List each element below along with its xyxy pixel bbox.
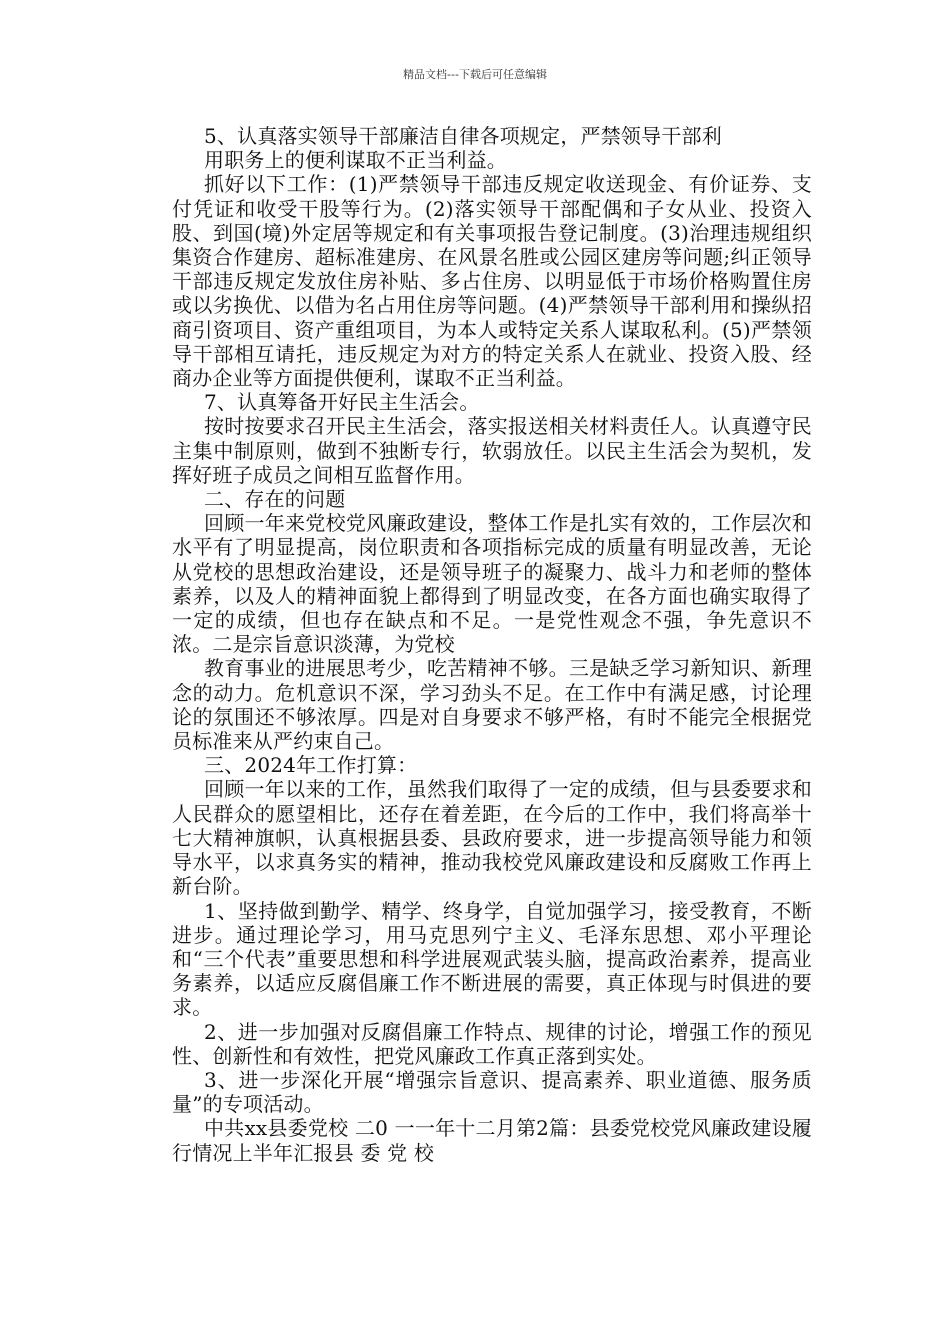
section-heading-plan: 三、2024年工作打算： bbox=[204, 753, 418, 778]
paragraph-plan-item-3: 3、进一步深化开展“增强宗旨意识、提高素养、职业道德、服务质量”的专项活动。 bbox=[172, 1067, 812, 1117]
paragraph-plan-item-1: 1、坚持做到勤学、精学、终身学，自觉加强学习，接受教育，不断进步。通过理论学习，用马克思列宁主义、毛泽东思想、邓小平理论和“三个代表”重要思想和科学进展观武装头脑，提高政治素养，提高业务素养，以适应反腐倡廉工作不断进展的需要，真正体现与时俱进的要求。 bbox=[172, 898, 812, 1020]
paragraph-item-7: 7、认真筹备开好民主生活会。 bbox=[204, 390, 480, 415]
paragraph-work-list: 抓好以下工作：(1)严禁领导干部违反规定收送现金、有价证券、支付凭证和收受干股等行为。(2)落实领导干部配偶和子女从业、投资入股、到国(境)外定居等规定和有关事项报告登记制度。(3)治理违规组织集资合作建房、超标准建房、在风景名胜或公园区建房等问题;纠正领导干部违反规定发放住房补贴、多占住房、以明显低于市场价格购置住房或以劣换优、以借为名占用住房等问题。(4)严禁领导干部利用和操纵招商引资项目、资产重组项目，为本人或特定关系人谋取私利。(5)严禁领导干部相互请托，违反规定为对方的特定关系人在就业、投资入股、经商办企业等方面提供便利，谋取不正当利益。 bbox=[172, 172, 812, 391]
paragraph-democratic-meeting: 按时按要求召开民主生活会，落实报送相关材料责任人。认真遵守民主集中制原则，做到不独断专行，软弱放任。以民主生活会为契机，发挥好班子成员之间相互监督作用。 bbox=[172, 414, 812, 487]
paragraph-signature: 中共xx县委党校 二0 一一年十二月第2篇：县委党校党风廉政建设履行情况上半年汇报县 委 党 校 bbox=[172, 1116, 812, 1165]
paragraph-plan-intro: 回顾一年以来的工作，虽然我们取得了一定的成绩，但与县委要求和人民群众的愿望相比，还存在着差距，在今后的工作中，我们将高举十七大精神旗帜，认真根据县委、县政府要求，进一步提高领导能力和领导水平，以求真务实的精神，推动我校党风廉政建设和反腐败工作再上新台阶。 bbox=[172, 777, 812, 899]
paragraph-review-continued: 教育事业的进展思考少，吃苦精神不够。三是缺乏学习新知识、新理念的动力。危机意识不深，学习劲头不足。在工作中有满足感，讨论理论的氛围还不够浓厚。四是对自身要求不够严格，有时不能完全根据党员标准来从严约束自己。 bbox=[172, 656, 812, 754]
paragraph-review: 回顾一年来党校党风廉政建设，整体工作是扎实有效的，工作层次和水平有了明显提高，岗位职责和各项指标完成的质量有明显改善，无论从党校的思想政治建设，还是领导班子的凝聚力、战斗力和老师的整体素养，以及人的精神面貌上都得到了明显改变，在各方面也确实取得了一定的成绩，但也存在缺点和不足。一是党性观念不强，争先意识不浓。二是宗旨意识淡薄，为党校 bbox=[172, 511, 812, 657]
paragraph-item-5: 5、认真落实领导干部廉洁自律各项规定，严禁领导干部利 bbox=[204, 124, 722, 148]
document-body bbox=[172, 124, 812, 1165]
section-heading-problems: 二、存在的问题 bbox=[204, 487, 346, 512]
page-header: 精品文档---下载后可任意编辑 bbox=[403, 68, 547, 81]
paragraph-item-5-continued: 用职务上的便利谋取不正当利益。 bbox=[204, 148, 507, 173]
paragraph-plan-item-2: 2、进一步加强对反腐倡廉工作特点、规律的讨论，增强工作的预见性、创新性和有效性，把党风廉政工作真正落到实处。 bbox=[172, 1019, 812, 1068]
